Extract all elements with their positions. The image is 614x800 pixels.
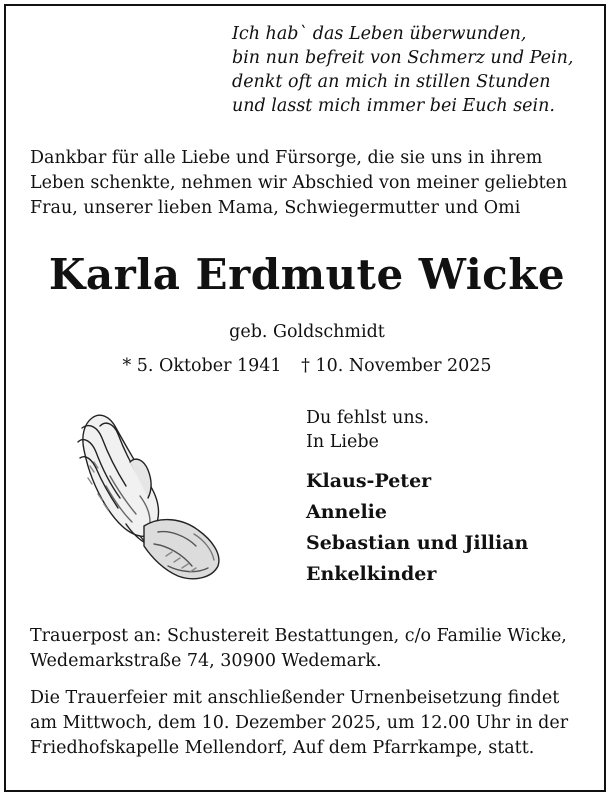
farewell-line: Du fehlst uns.	[306, 408, 430, 428]
mourner-name: Sebastian und Jillian	[306, 532, 529, 554]
intro-line: Frau, unserer lieben Mama, Schwiegermutter und Omi	[30, 198, 521, 218]
mourner-name: Klaus-Peter	[306, 470, 432, 492]
poem	[232, 22, 592, 118]
post-line: Trauerpost an: Schustereit Bestattungen, c/o Familie Wicke,	[30, 626, 567, 646]
poem-line: und lasst mich immer bei Euch sein.	[232, 96, 555, 116]
service-line: am Mittwoch, dem 10. Dezember 2025, um 12.00 Uhr in der	[30, 713, 569, 733]
poem-line: Ich hab` das Leben überwunden,	[232, 24, 527, 44]
poem-line: bin nun befreit von Schmerz und Pein,	[232, 48, 574, 68]
maiden-name: geb. Goldschmidt	[229, 322, 385, 342]
intro-line: Leben schenkte, nehmen wir Abschied von meiner geliebten	[30, 173, 568, 193]
funeral-service-info	[30, 686, 590, 761]
deceased-name: Karla Erdmute Wicke	[48, 250, 566, 299]
mourner-name: Enkelkinder	[306, 563, 437, 585]
signature-block	[306, 406, 596, 590]
mourners-list	[306, 466, 596, 590]
mourner-name: Annelie	[306, 501, 387, 523]
service-line: Die Trauerfeier mit anschließender Urnenbeisetzung findet	[30, 688, 560, 708]
post-line: Wedemarkstraße 74, 30900 Wedemark.	[30, 651, 382, 671]
poem-line: denkt oft an mich in stillen Stunden	[232, 72, 551, 92]
mourning-post-address	[30, 624, 590, 674]
intro-line: Dankbar für alle Liebe und Fürsorge, die sie uns in ihrem	[30, 148, 543, 168]
praying-hands-icon	[70, 406, 230, 591]
death-date: † 10. November 2025	[301, 356, 492, 376]
birth-date: * 5. Oktober 1941	[122, 356, 282, 376]
service-line: Friedhofskapelle Mellendorf, Auf dem Pfarrkampe, statt.	[30, 738, 535, 758]
in-love-line: In Liebe	[306, 432, 379, 452]
life-dates	[0, 356, 614, 376]
intro-text	[30, 146, 590, 221]
